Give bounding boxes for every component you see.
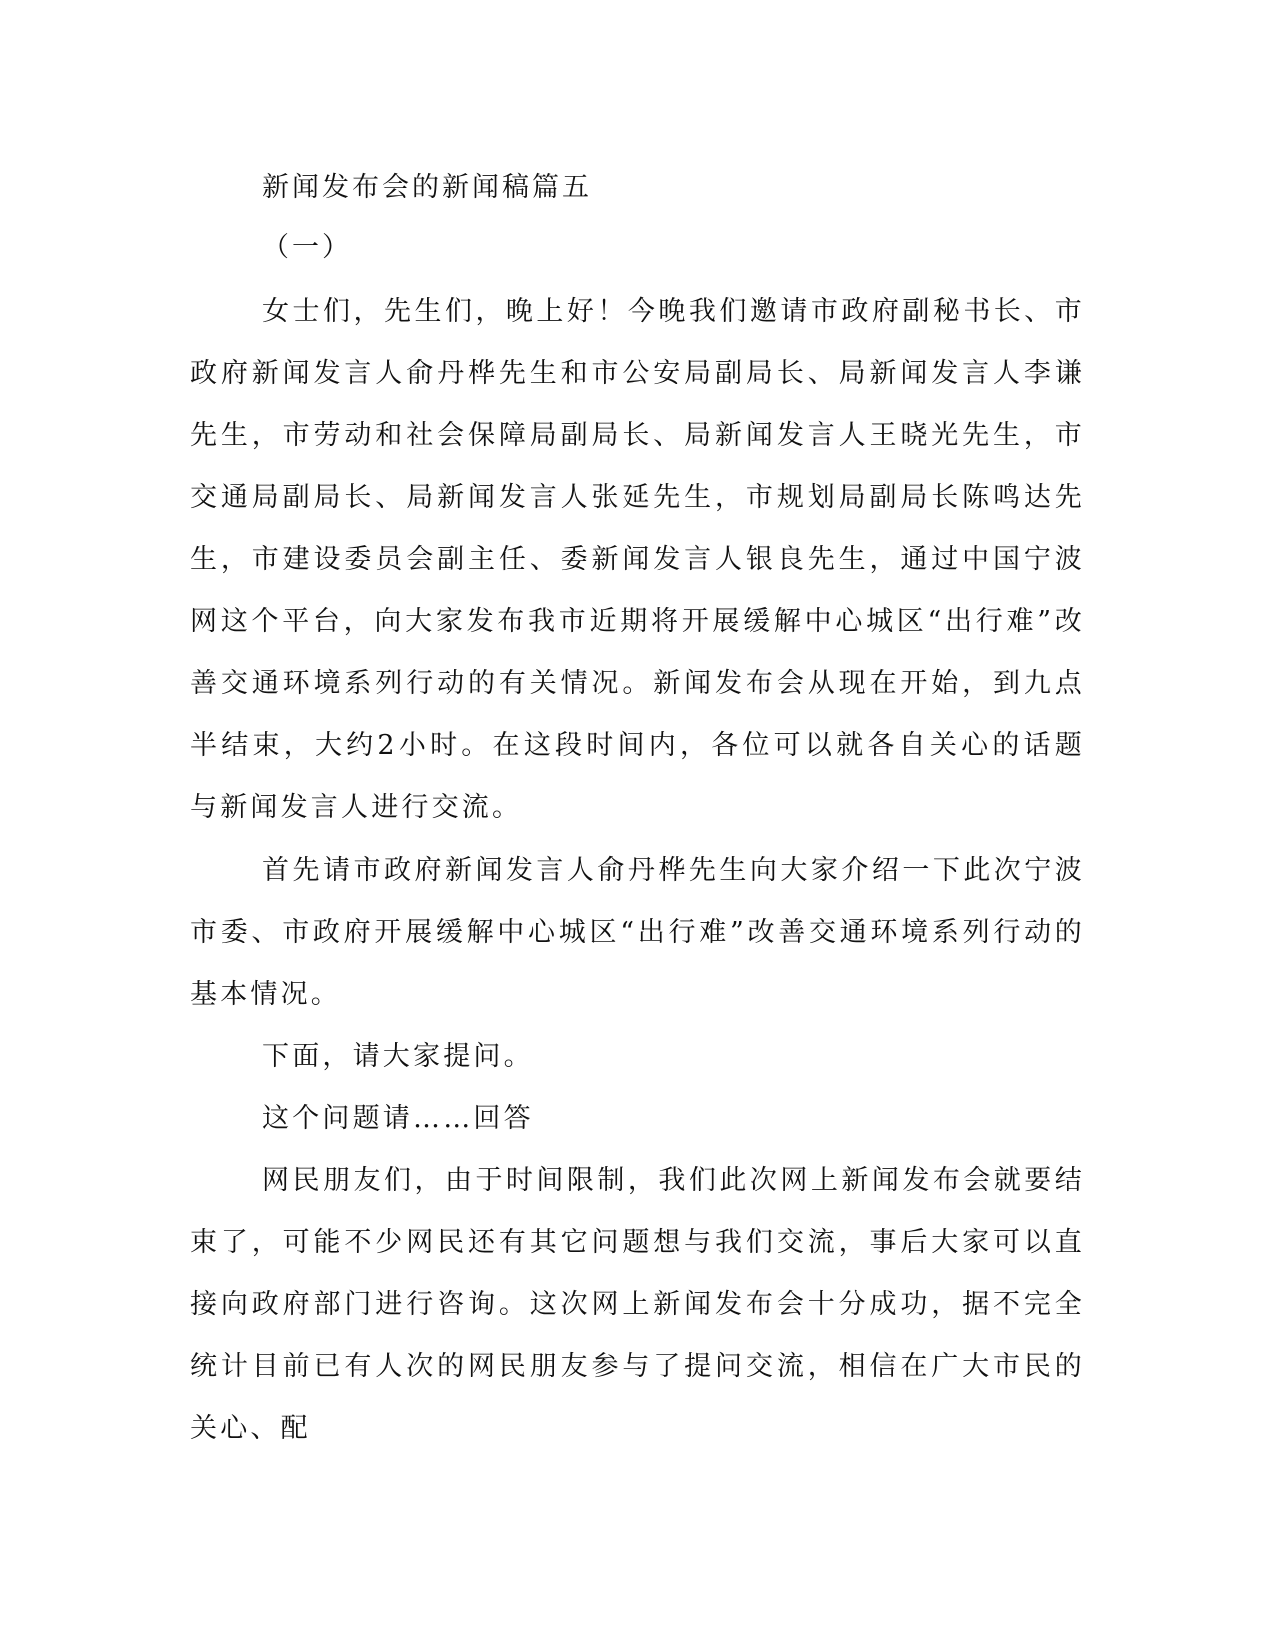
document-title: 新闻发布会的新闻稿篇五 — [262, 172, 592, 203]
paragraph-closing: 网民朋友们，由于时间限制，我们此次网上新闻发布会就要结束了，可能不少网民还有其它问题想与我们交流，事后大家可以直接向政府部门进行咨询。这次网上新闻发布会十分成功，据不完全统计目前已有人次的网民朋友参与了提问交流，相信在广大市民的关心、配 — [190, 1165, 1085, 1444]
paragraph-opening-remarks: 女士们，先生们，晚上好！今晚我们邀请市政府副秘书长、市政府新闻发言人俞丹桦先生和市公安局副局长、局新闻发言人李谦先生，市劳动和社会保障局副局长、局新闻发言人王晓光先生，市交通局副局长、局新闻发言人张延先生，市规划局副局长陈鸣达先生，市建设委员会副主任、委新闻发言人银良先生，通过中国宁波网这个平台，向大家发布我市近期将开展缓解中心城区“出行难”改善交通环境系列行动的有关情况。新闻发布会从现在开始，到九点半结束，大约2小时。在这段时间内，各位可以就各自关心的话题与新闻发言人进行交流。 — [190, 296, 1085, 823]
paragraph-introduction: 首先请市政府新闻发言人俞丹桦先生向大家介绍一下此次宁波市委、市政府开展缓解中心城区“出行难”改善交通环境系列行动的基本情况。 — [190, 855, 1085, 1010]
section-number: （一） — [262, 232, 352, 263]
paragraph-questions: 下面，请大家提问。 — [262, 1041, 534, 1072]
paragraph-answer: 这个问题请……回答 — [262, 1103, 534, 1134]
